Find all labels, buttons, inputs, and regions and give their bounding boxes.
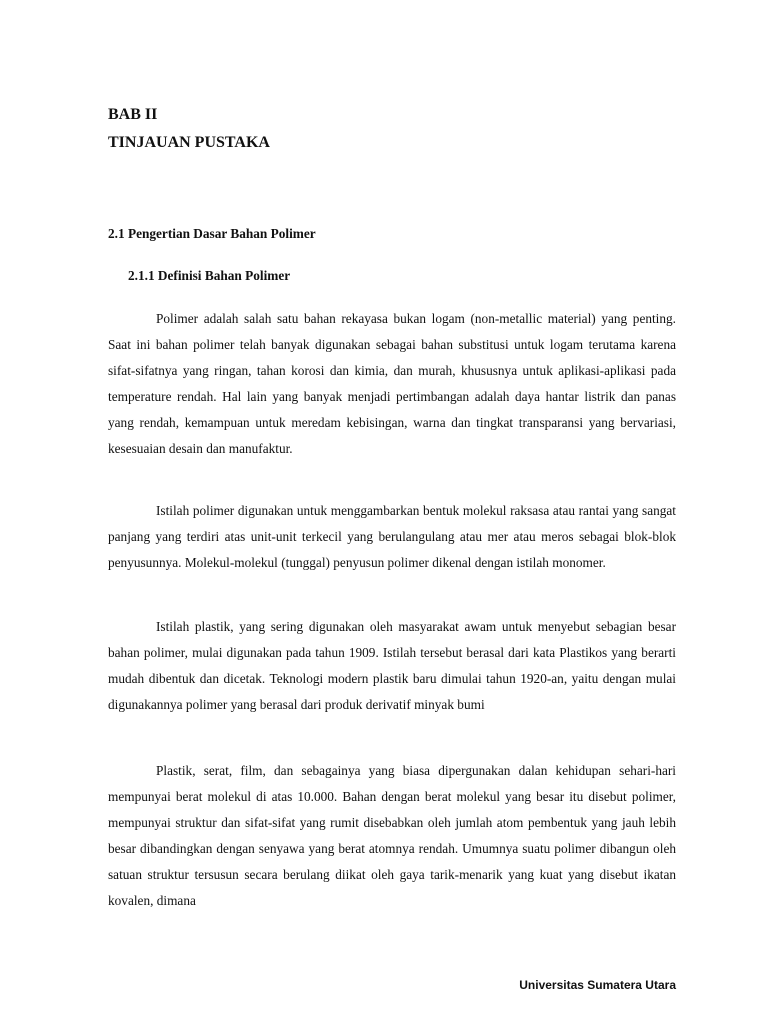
paragraph-definition: Polimer adalah salah satu bahan rekayasa bukan logam (non-metallic material) yang penting. Saat ini bahan polimer telah banyak digunakan sebagai bahan substitusi untuk logam terutama karena sifat-sifatnya yang ringan, tahan korosi dan kimia, dan murah, khususnya untuk aplikasi-aplikasi pada temperature rendah. Hal lain yang banyak menjadi pertimbangan adalah daya hantar listrik dan panas yang rendah, kemampuan untuk meredam kebisingan, warna dan tingkat transparansi yang bervariasi, kesesuaian desain dan manufaktur. <box>108 311 676 456</box>
chapter-number: BAB II <box>108 106 158 123</box>
page-footer: Universitas Sumatera Utara <box>519 978 676 992</box>
paragraph-plastic-term: Istilah plastik, yang sering digunakan oleh masyarakat awam untuk menyebut sebagian besar bahan polimer, mulai digunakan pada tahun 1909. Istilah tersebut berasal dari kata Plastikos yang berarti mudah dibentuk dan dicetak. Teknologi modern plastik baru dimulai tahun 1920-an, yaitu dengan mulai digunakannya polimer yang berasal dari produk derivatif minyak bumi <box>108 619 676 712</box>
paragraph-molecular-weight: Plastik, serat, film, dan sebagainya yang biasa dipergunakan dalan kehidupan sehari-hari mempunyai berat molekul di atas 10.000. Bahan dengan berat molekul yang besar itu disebut polimer, mempunyai struktur dan sifat-sifat yang rumit disebabkan oleh jumlah atom pembentuk yang jauh lebih besar dibandingkan dengan senyawa yang berat atomnya rendah. Umumnya suatu polimer dibangun oleh satuan struktur tersusun secara berulang diikat oleh gaya tarik-menarik yang kuat yang disebut ikatan kovalen, dimana <box>108 763 676 908</box>
section-heading: 2.1 Pengertian Dasar Bahan Polimer <box>108 226 316 241</box>
paragraph-polymer-term: Istilah polimer digunakan untuk menggambarkan bentuk molekul raksasa atau rantai yang sangat panjang yang terdiri atas unit-unit terkecil yang berulangulang atau mer atau meros sebagai blok-blok penyusunnya. Molekul-molekul (tunggal) penyusun polimer dikenal dengan istilah monomer. <box>108 503 676 570</box>
chapter-title: TINJAUAN PUSTAKA <box>108 134 270 151</box>
subsection-heading: 2.1.1 Definisi Bahan Polimer <box>128 268 291 283</box>
